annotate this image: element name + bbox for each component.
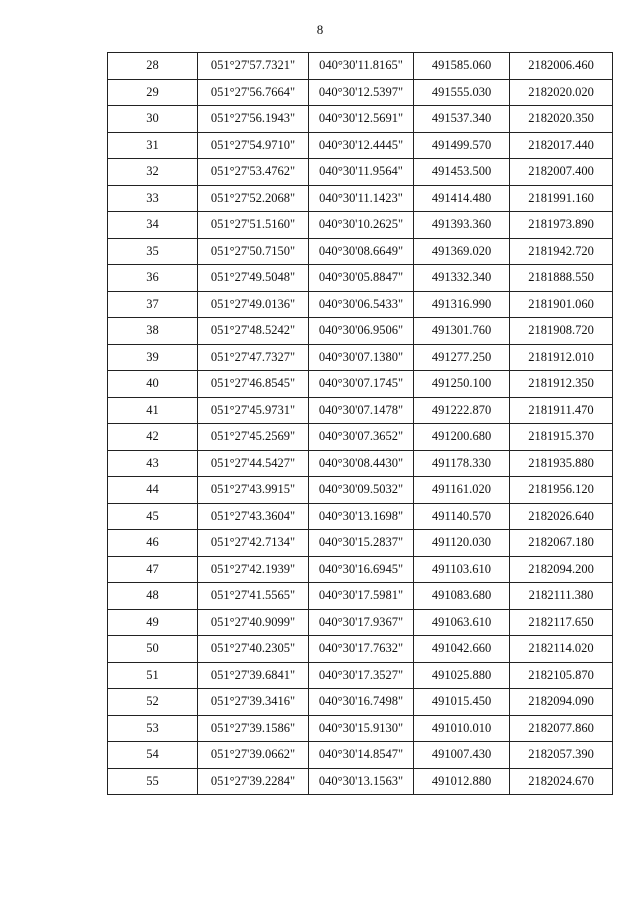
longitude-cell: 040°30'15.9130": [309, 715, 414, 742]
easting-cell: 491140.570: [414, 503, 510, 530]
longitude-cell: 040°30'17.7632": [309, 636, 414, 663]
latitude-cell: 051°27'43.9915": [198, 477, 309, 504]
northing-cell: 2181912.010: [510, 344, 613, 371]
table-row: [108, 742, 613, 769]
longitude-cell: 040°30'11.9564": [309, 159, 414, 186]
point-number-cell: 39: [108, 344, 198, 371]
point-number-cell: 50: [108, 636, 198, 663]
longitude-cell: 040°30'13.1563": [309, 768, 414, 795]
easting-cell: 491010.010: [414, 715, 510, 742]
northing-cell: 2182006.460: [510, 53, 613, 80]
latitude-cell: 051°27'43.3604": [198, 503, 309, 530]
easting-cell: 491414.480: [414, 185, 510, 212]
northing-cell: 2181912.350: [510, 371, 613, 398]
point-number-cell: 45: [108, 503, 198, 530]
latitude-cell: 051°27'42.7134": [198, 530, 309, 557]
northing-cell: 2181942.720: [510, 238, 613, 265]
table-row: [108, 159, 613, 186]
easting-cell: 491103.610: [414, 556, 510, 583]
latitude-cell: 051°27'49.0136": [198, 291, 309, 318]
latitude-cell: 051°27'53.4762": [198, 159, 309, 186]
point-number-cell: 49: [108, 609, 198, 636]
latitude-cell: 051°27'46.8545": [198, 371, 309, 398]
latitude-cell: 051°27'39.1586": [198, 715, 309, 742]
northing-cell: 2182057.390: [510, 742, 613, 769]
table-row: [108, 344, 613, 371]
table-row: [108, 768, 613, 795]
table-row: [108, 397, 613, 424]
point-number-cell: 32: [108, 159, 198, 186]
northing-cell: 2182017.440: [510, 132, 613, 159]
page-number: 8: [316, 22, 324, 37]
point-number-cell: 52: [108, 689, 198, 716]
easting-cell: 491369.020: [414, 238, 510, 265]
easting-cell: 491161.020: [414, 477, 510, 504]
longitude-cell: 040°30'16.7498": [309, 689, 414, 716]
easting-cell: 491585.060: [414, 53, 510, 80]
northing-cell: 2181888.550: [510, 265, 613, 292]
point-number-cell: 48: [108, 583, 198, 610]
easting-cell: 491277.250: [414, 344, 510, 371]
easting-cell: 491301.760: [414, 318, 510, 345]
northing-cell: 2182020.350: [510, 106, 613, 133]
latitude-cell: 051°27'41.5565": [198, 583, 309, 610]
longitude-cell: 040°30'12.4445": [309, 132, 414, 159]
longitude-cell: 040°30'13.1698": [309, 503, 414, 530]
point-number-cell: 29: [108, 79, 198, 106]
northing-cell: 2182114.020: [510, 636, 613, 663]
latitude-cell: 051°27'52.2068": [198, 185, 309, 212]
easting-cell: 491015.450: [414, 689, 510, 716]
table-row: [108, 132, 613, 159]
point-number-cell: 46: [108, 530, 198, 557]
longitude-cell: 040°30'12.5691": [309, 106, 414, 133]
easting-cell: 491316.990: [414, 291, 510, 318]
coordinates-table: [107, 52, 613, 795]
table-row: [108, 106, 613, 133]
easting-cell: 491012.880: [414, 768, 510, 795]
longitude-cell: 040°30'06.9506": [309, 318, 414, 345]
table-row: [108, 238, 613, 265]
table-row: [108, 662, 613, 689]
longitude-cell: 040°30'14.8547": [309, 742, 414, 769]
northing-cell: 2181956.120: [510, 477, 613, 504]
point-number-cell: 33: [108, 185, 198, 212]
longitude-cell: 040°30'07.1478": [309, 397, 414, 424]
northing-cell: 2182007.400: [510, 159, 613, 186]
table-row: [108, 212, 613, 239]
point-number-cell: 34: [108, 212, 198, 239]
northing-cell: 2182024.670: [510, 768, 613, 795]
latitude-cell: 051°27'51.5160": [198, 212, 309, 239]
northing-cell: 2182111.380: [510, 583, 613, 610]
table-row: [108, 715, 613, 742]
northing-cell: 2182026.640: [510, 503, 613, 530]
latitude-cell: 051°27'47.7327": [198, 344, 309, 371]
northing-cell: 2181901.060: [510, 291, 613, 318]
longitude-cell: 040°30'07.1380": [309, 344, 414, 371]
latitude-cell: 051°27'42.1939": [198, 556, 309, 583]
northing-cell: 2182067.180: [510, 530, 613, 557]
table-row: [108, 371, 613, 398]
point-number-cell: 35: [108, 238, 198, 265]
northing-cell: 2182105.870: [510, 662, 613, 689]
table-row: [108, 450, 613, 477]
northing-cell: 2181991.160: [510, 185, 613, 212]
northing-cell: 2181915.370: [510, 424, 613, 451]
northing-cell: 2181908.720: [510, 318, 613, 345]
point-number-cell: 55: [108, 768, 198, 795]
table-row: [108, 318, 613, 345]
easting-cell: 491499.570: [414, 132, 510, 159]
table-row: [108, 530, 613, 557]
table-row: [108, 291, 613, 318]
longitude-cell: 040°30'11.1423": [309, 185, 414, 212]
easting-cell: 491083.680: [414, 583, 510, 610]
latitude-cell: 051°27'49.5048": [198, 265, 309, 292]
latitude-cell: 051°27'56.7664": [198, 79, 309, 106]
northing-cell: 2182117.650: [510, 609, 613, 636]
coordinates-table-body: [108, 53, 613, 795]
longitude-cell: 040°30'08.6649": [309, 238, 414, 265]
latitude-cell: 051°27'39.0662": [198, 742, 309, 769]
latitude-cell: 051°27'45.9731": [198, 397, 309, 424]
point-number-cell: 44: [108, 477, 198, 504]
northing-cell: 2181935.880: [510, 450, 613, 477]
northing-cell: 2181973.890: [510, 212, 613, 239]
latitude-cell: 051°27'50.7150": [198, 238, 309, 265]
table-row: [108, 609, 613, 636]
point-number-cell: 37: [108, 291, 198, 318]
latitude-cell: 051°27'48.5242": [198, 318, 309, 345]
point-number-cell: 54: [108, 742, 198, 769]
easting-cell: 491393.360: [414, 212, 510, 239]
easting-cell: 491332.340: [414, 265, 510, 292]
table-row: [108, 53, 613, 80]
table-row: [108, 265, 613, 292]
point-number-cell: 36: [108, 265, 198, 292]
easting-cell: 491007.430: [414, 742, 510, 769]
longitude-cell: 040°30'07.1745": [309, 371, 414, 398]
longitude-cell: 040°30'06.5433": [309, 291, 414, 318]
point-number-cell: 43: [108, 450, 198, 477]
latitude-cell: 051°27'56.1943": [198, 106, 309, 133]
point-number-cell: 41: [108, 397, 198, 424]
latitude-cell: 051°27'54.9710": [198, 132, 309, 159]
longitude-cell: 040°30'07.3652": [309, 424, 414, 451]
easting-cell: 491042.660: [414, 636, 510, 663]
easting-cell: 491025.880: [414, 662, 510, 689]
point-number-cell: 51: [108, 662, 198, 689]
longitude-cell: 040°30'12.5397": [309, 79, 414, 106]
point-number-cell: 28: [108, 53, 198, 80]
easting-cell: 491250.100: [414, 371, 510, 398]
longitude-cell: 040°30'16.6945": [309, 556, 414, 583]
table-row: [108, 556, 613, 583]
latitude-cell: 051°27'39.2284": [198, 768, 309, 795]
point-number-cell: 47: [108, 556, 198, 583]
easting-cell: 491222.870: [414, 397, 510, 424]
latitude-cell: 051°27'44.5427": [198, 450, 309, 477]
latitude-cell: 051°27'40.9099": [198, 609, 309, 636]
longitude-cell: 040°30'11.8165": [309, 53, 414, 80]
point-number-cell: 31: [108, 132, 198, 159]
longitude-cell: 040°30'05.8847": [309, 265, 414, 292]
easting-cell: 491200.680: [414, 424, 510, 451]
point-number-cell: 40: [108, 371, 198, 398]
longitude-cell: 040°30'09.5032": [309, 477, 414, 504]
table-row: [108, 636, 613, 663]
table-row: [108, 583, 613, 610]
northing-cell: 2182077.860: [510, 715, 613, 742]
table-row: [108, 477, 613, 504]
easting-cell: 491537.340: [414, 106, 510, 133]
northing-cell: 2182094.090: [510, 689, 613, 716]
table-row: [108, 185, 613, 212]
longitude-cell: 040°30'17.9367": [309, 609, 414, 636]
easting-cell: 491063.610: [414, 609, 510, 636]
latitude-cell: 051°27'39.3416": [198, 689, 309, 716]
northing-cell: 2182020.020: [510, 79, 613, 106]
point-number-cell: 30: [108, 106, 198, 133]
easting-cell: 491178.330: [414, 450, 510, 477]
longitude-cell: 040°30'10.2625": [309, 212, 414, 239]
longitude-cell: 040°30'08.4430": [309, 450, 414, 477]
longitude-cell: 040°30'17.3527": [309, 662, 414, 689]
table-row: [108, 689, 613, 716]
easting-cell: 491555.030: [414, 79, 510, 106]
northing-cell: 2182094.200: [510, 556, 613, 583]
table-row: [108, 503, 613, 530]
latitude-cell: 051°27'39.6841": [198, 662, 309, 689]
easting-cell: 491120.030: [414, 530, 510, 557]
point-number-cell: 53: [108, 715, 198, 742]
easting-cell: 491453.500: [414, 159, 510, 186]
longitude-cell: 040°30'17.5981": [309, 583, 414, 610]
latitude-cell: 051°27'57.7321": [198, 53, 309, 80]
point-number-cell: 42: [108, 424, 198, 451]
table-row: [108, 424, 613, 451]
longitude-cell: 040°30'15.2837": [309, 530, 414, 557]
table-row: [108, 79, 613, 106]
point-number-cell: 38: [108, 318, 198, 345]
latitude-cell: 051°27'40.2305": [198, 636, 309, 663]
latitude-cell: 051°27'45.2569": [198, 424, 309, 451]
northing-cell: 2181911.470: [510, 397, 613, 424]
